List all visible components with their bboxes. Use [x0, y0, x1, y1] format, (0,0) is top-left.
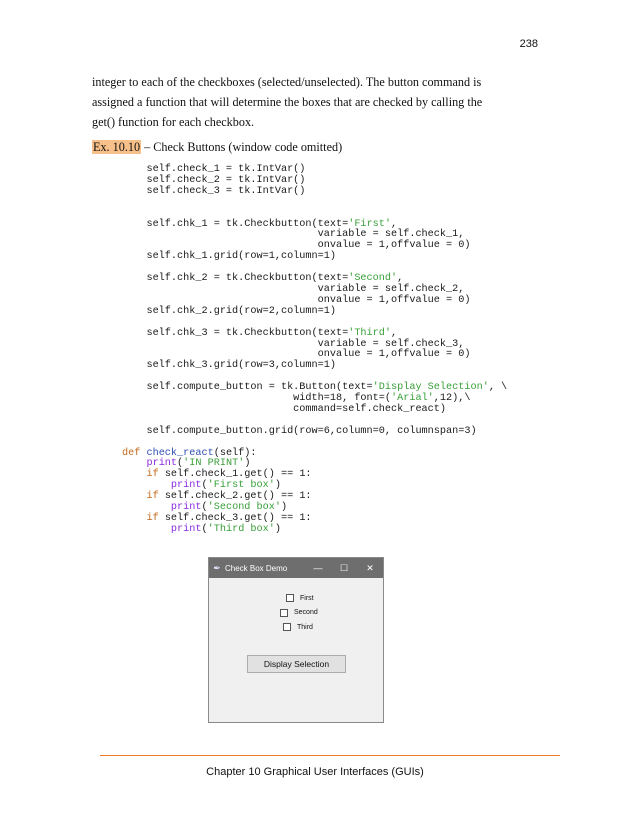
- code-line: self.check_1 = tk.IntVar(): [122, 164, 306, 175]
- code-line: def check_react(self):: [122, 447, 257, 459]
- code-line: command=self.check_react): [122, 403, 447, 415]
- minimize-button[interactable]: —: [313, 563, 323, 573]
- paragraph-line: assigned a function that will determine the boxes that are checked by calling the: [92, 95, 483, 109]
- code-line: onvalue = 1,offvalue = 0): [122, 294, 471, 306]
- code-line: onvalue = 1,offvalue = 0): [122, 240, 471, 252]
- code-line: print('Second box'): [170, 502, 288, 514]
- code-line: self.check_3 = tk.IntVar(): [122, 185, 306, 197]
- page-number: 238: [519, 38, 538, 50]
- paragraph-line: get() function for each checkbox.: [92, 115, 255, 129]
- code-line: if self.check_2.get() == 1:: [146, 491, 312, 503]
- paragraph-line: integer to each of the checkboxes (selected/unselected). The button command is: [92, 75, 482, 89]
- code-line: print('Third box'): [170, 523, 281, 535]
- code-line: width=18, font=('Arial',12),\: [122, 393, 471, 405]
- code-line: onvalue = 1,offvalue = 0): [122, 349, 471, 361]
- check-box-demo-window: [208, 557, 384, 723]
- code-block: [122, 165, 507, 536]
- code-line: self.chk_1 = tk.Checkbutton(text='First',: [122, 218, 398, 230]
- checkbox-label: Third: [297, 623, 313, 631]
- code-line: self.compute_button = tk.Button(text='Display Selection', \: [122, 382, 508, 394]
- code-line: variable = self.check_2,: [122, 283, 465, 295]
- code-line: variable = self.check_1,: [122, 229, 465, 241]
- code-line: self.chk_3 = tk.Checkbutton(text='Third',: [122, 327, 398, 339]
- code-line: self.chk_2.grid(row=2,column=1): [122, 305, 336, 317]
- code-line: if self.check_1.get() == 1:: [146, 469, 312, 481]
- footer-rule: [100, 755, 560, 756]
- checkbox-box[interactable]: [280, 609, 288, 617]
- window-title: Check Box Demo: [225, 563, 288, 573]
- code-line: self.check_2 = tk.IntVar(): [122, 174, 306, 186]
- checkbox-group: [280, 591, 318, 635]
- feather-icon: ✒: [213, 562, 221, 573]
- checkbox-label: First: [300, 594, 314, 602]
- body-paragraph: [92, 72, 522, 132]
- maximize-button[interactable]: ☐: [339, 562, 349, 573]
- display-selection-button[interactable]: Display Selection: [247, 655, 346, 673]
- window-titlebar[interactable]: [209, 558, 383, 578]
- checkbox-box[interactable]: [283, 623, 291, 631]
- checkbox-box[interactable]: [286, 594, 294, 602]
- code-line: if self.check_3.get() == 1:: [146, 513, 312, 524]
- checkbox-label: Second: [294, 609, 318, 617]
- code-line: self.chk_3.grid(row=3,column=1): [122, 360, 336, 372]
- checkbox-second[interactable]: [280, 606, 318, 621]
- example-label: Ex. 10.10: [93, 140, 141, 154]
- code-line: self.chk_1.grid(row=1,column=1): [122, 251, 336, 263]
- code-line: self.compute_button.grid(row=6,column=0, columnspan=3): [122, 425, 477, 437]
- close-button[interactable]: ✕: [366, 562, 374, 573]
- code-line: self.chk_2 = tk.Checkbutton(text='Second',: [122, 273, 404, 285]
- example-title: – Check Buttons (window code omitted): [141, 140, 343, 154]
- footer-text: Chapter 10 Graphical User Interfaces (GUIs): [206, 766, 424, 778]
- code-line: variable = self.check_3,: [122, 338, 465, 350]
- checkbox-first[interactable]: [286, 591, 318, 606]
- code-line: print('First box'): [170, 480, 281, 492]
- example-heading: [92, 140, 342, 155]
- code-line: print('IN PRINT'): [146, 458, 251, 470]
- checkbox-third[interactable]: [283, 620, 318, 635]
